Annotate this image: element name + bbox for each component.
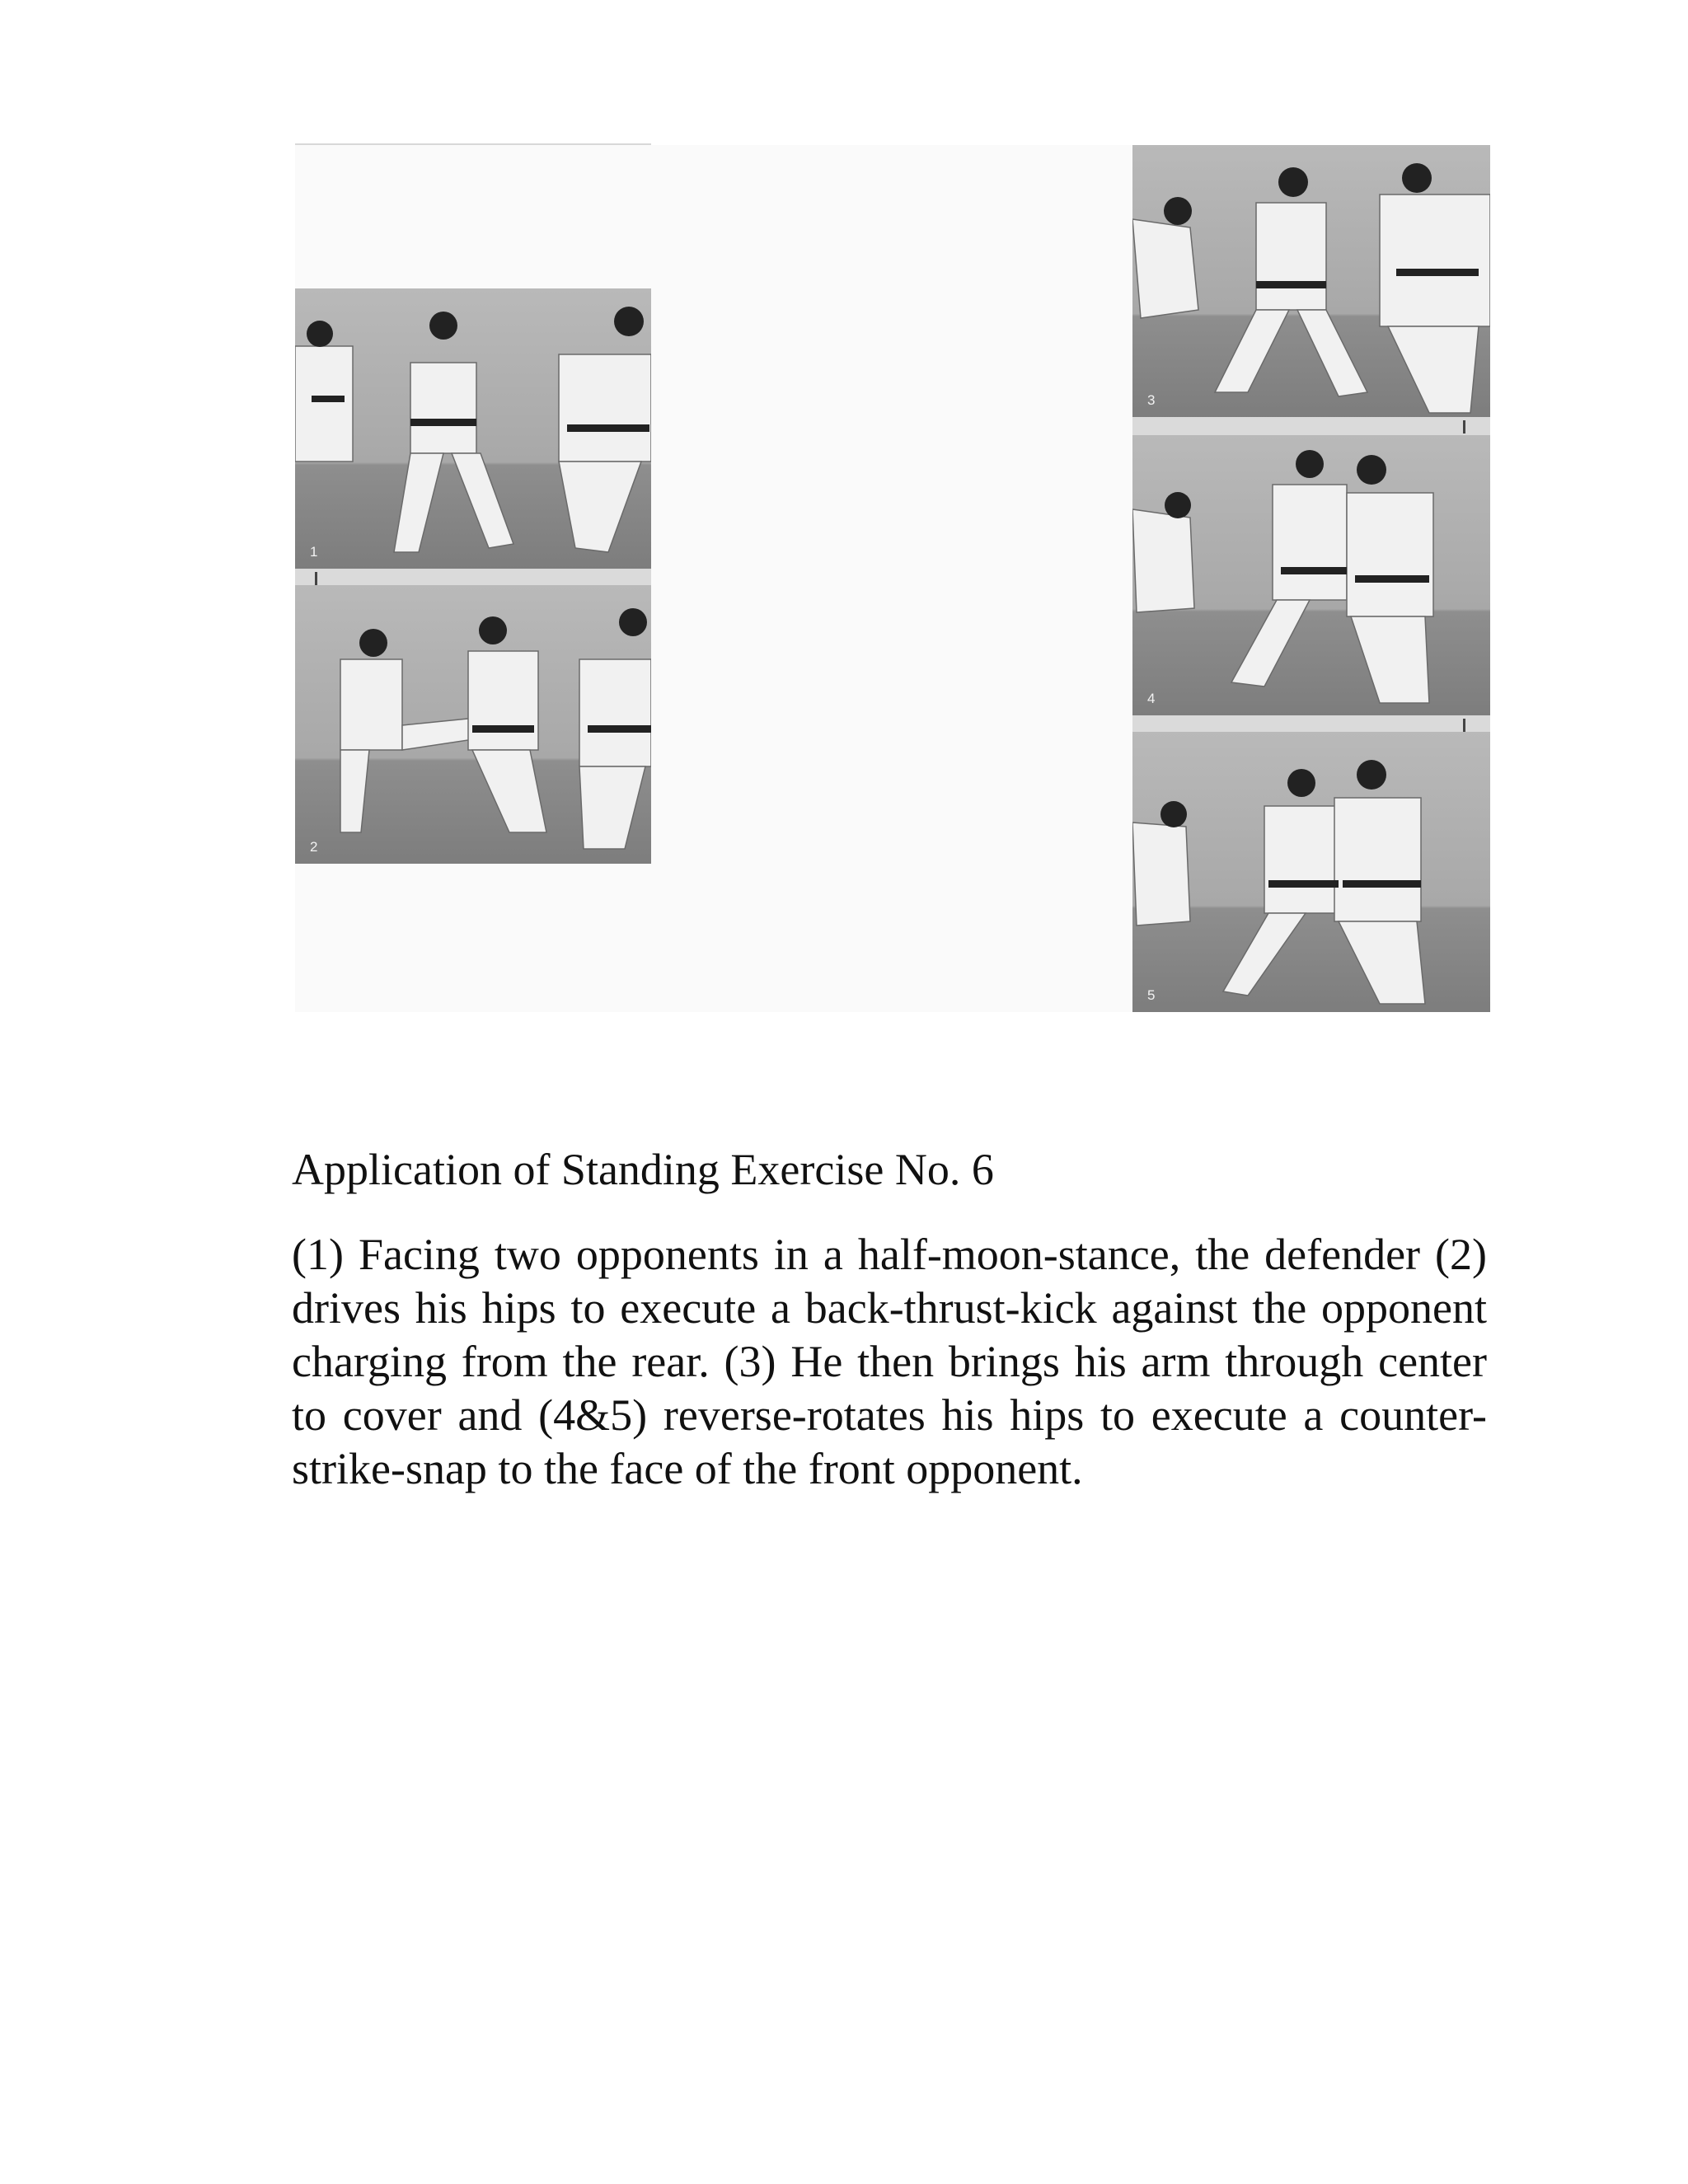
frame-number-2: 2 — [310, 839, 318, 855]
photo-frame-1 — [295, 288, 651, 569]
frame-number-4: 4 — [1147, 691, 1156, 706]
frame-number-1: 1 — [310, 544, 318, 560]
photo-3-figures — [1132, 145, 1490, 417]
frame-marker-tick — [1463, 420, 1465, 434]
photo-divider — [295, 569, 651, 585]
photo-5-figures — [1132, 732, 1490, 1012]
frame-number-3: 3 — [1147, 392, 1156, 408]
photo-divider — [1132, 417, 1490, 435]
figure-top-rule — [295, 143, 651, 145]
photo-frame-2 — [295, 585, 651, 864]
frame-number-5: 5 — [1147, 987, 1156, 1003]
caption-title: Application of Standing Exercise No. 6 — [292, 1145, 994, 1194]
frame-marker-tick — [1463, 719, 1465, 732]
photo-1-figures — [295, 288, 651, 569]
photo-frame-4 — [1132, 435, 1490, 715]
photo-divider — [1132, 715, 1490, 732]
photo-frame-5 — [1132, 732, 1490, 1012]
frame-marker-tick — [315, 572, 317, 585]
photo-4-figures — [1132, 435, 1490, 715]
photo-frame-3 — [1132, 145, 1490, 417]
caption-body: (1) Facing two opponents in a half-moon-stance, the defender (2) drives his hips to execute a back-thrust-kick against the opponent charging from the rear. (3) He then brings his arm through center to cover and (4&5) reverse-rotates his hips to execute a counter-strike-snap to the face of the front opponent. — [292, 1230, 1487, 1493]
photo-2-figures — [295, 585, 651, 864]
